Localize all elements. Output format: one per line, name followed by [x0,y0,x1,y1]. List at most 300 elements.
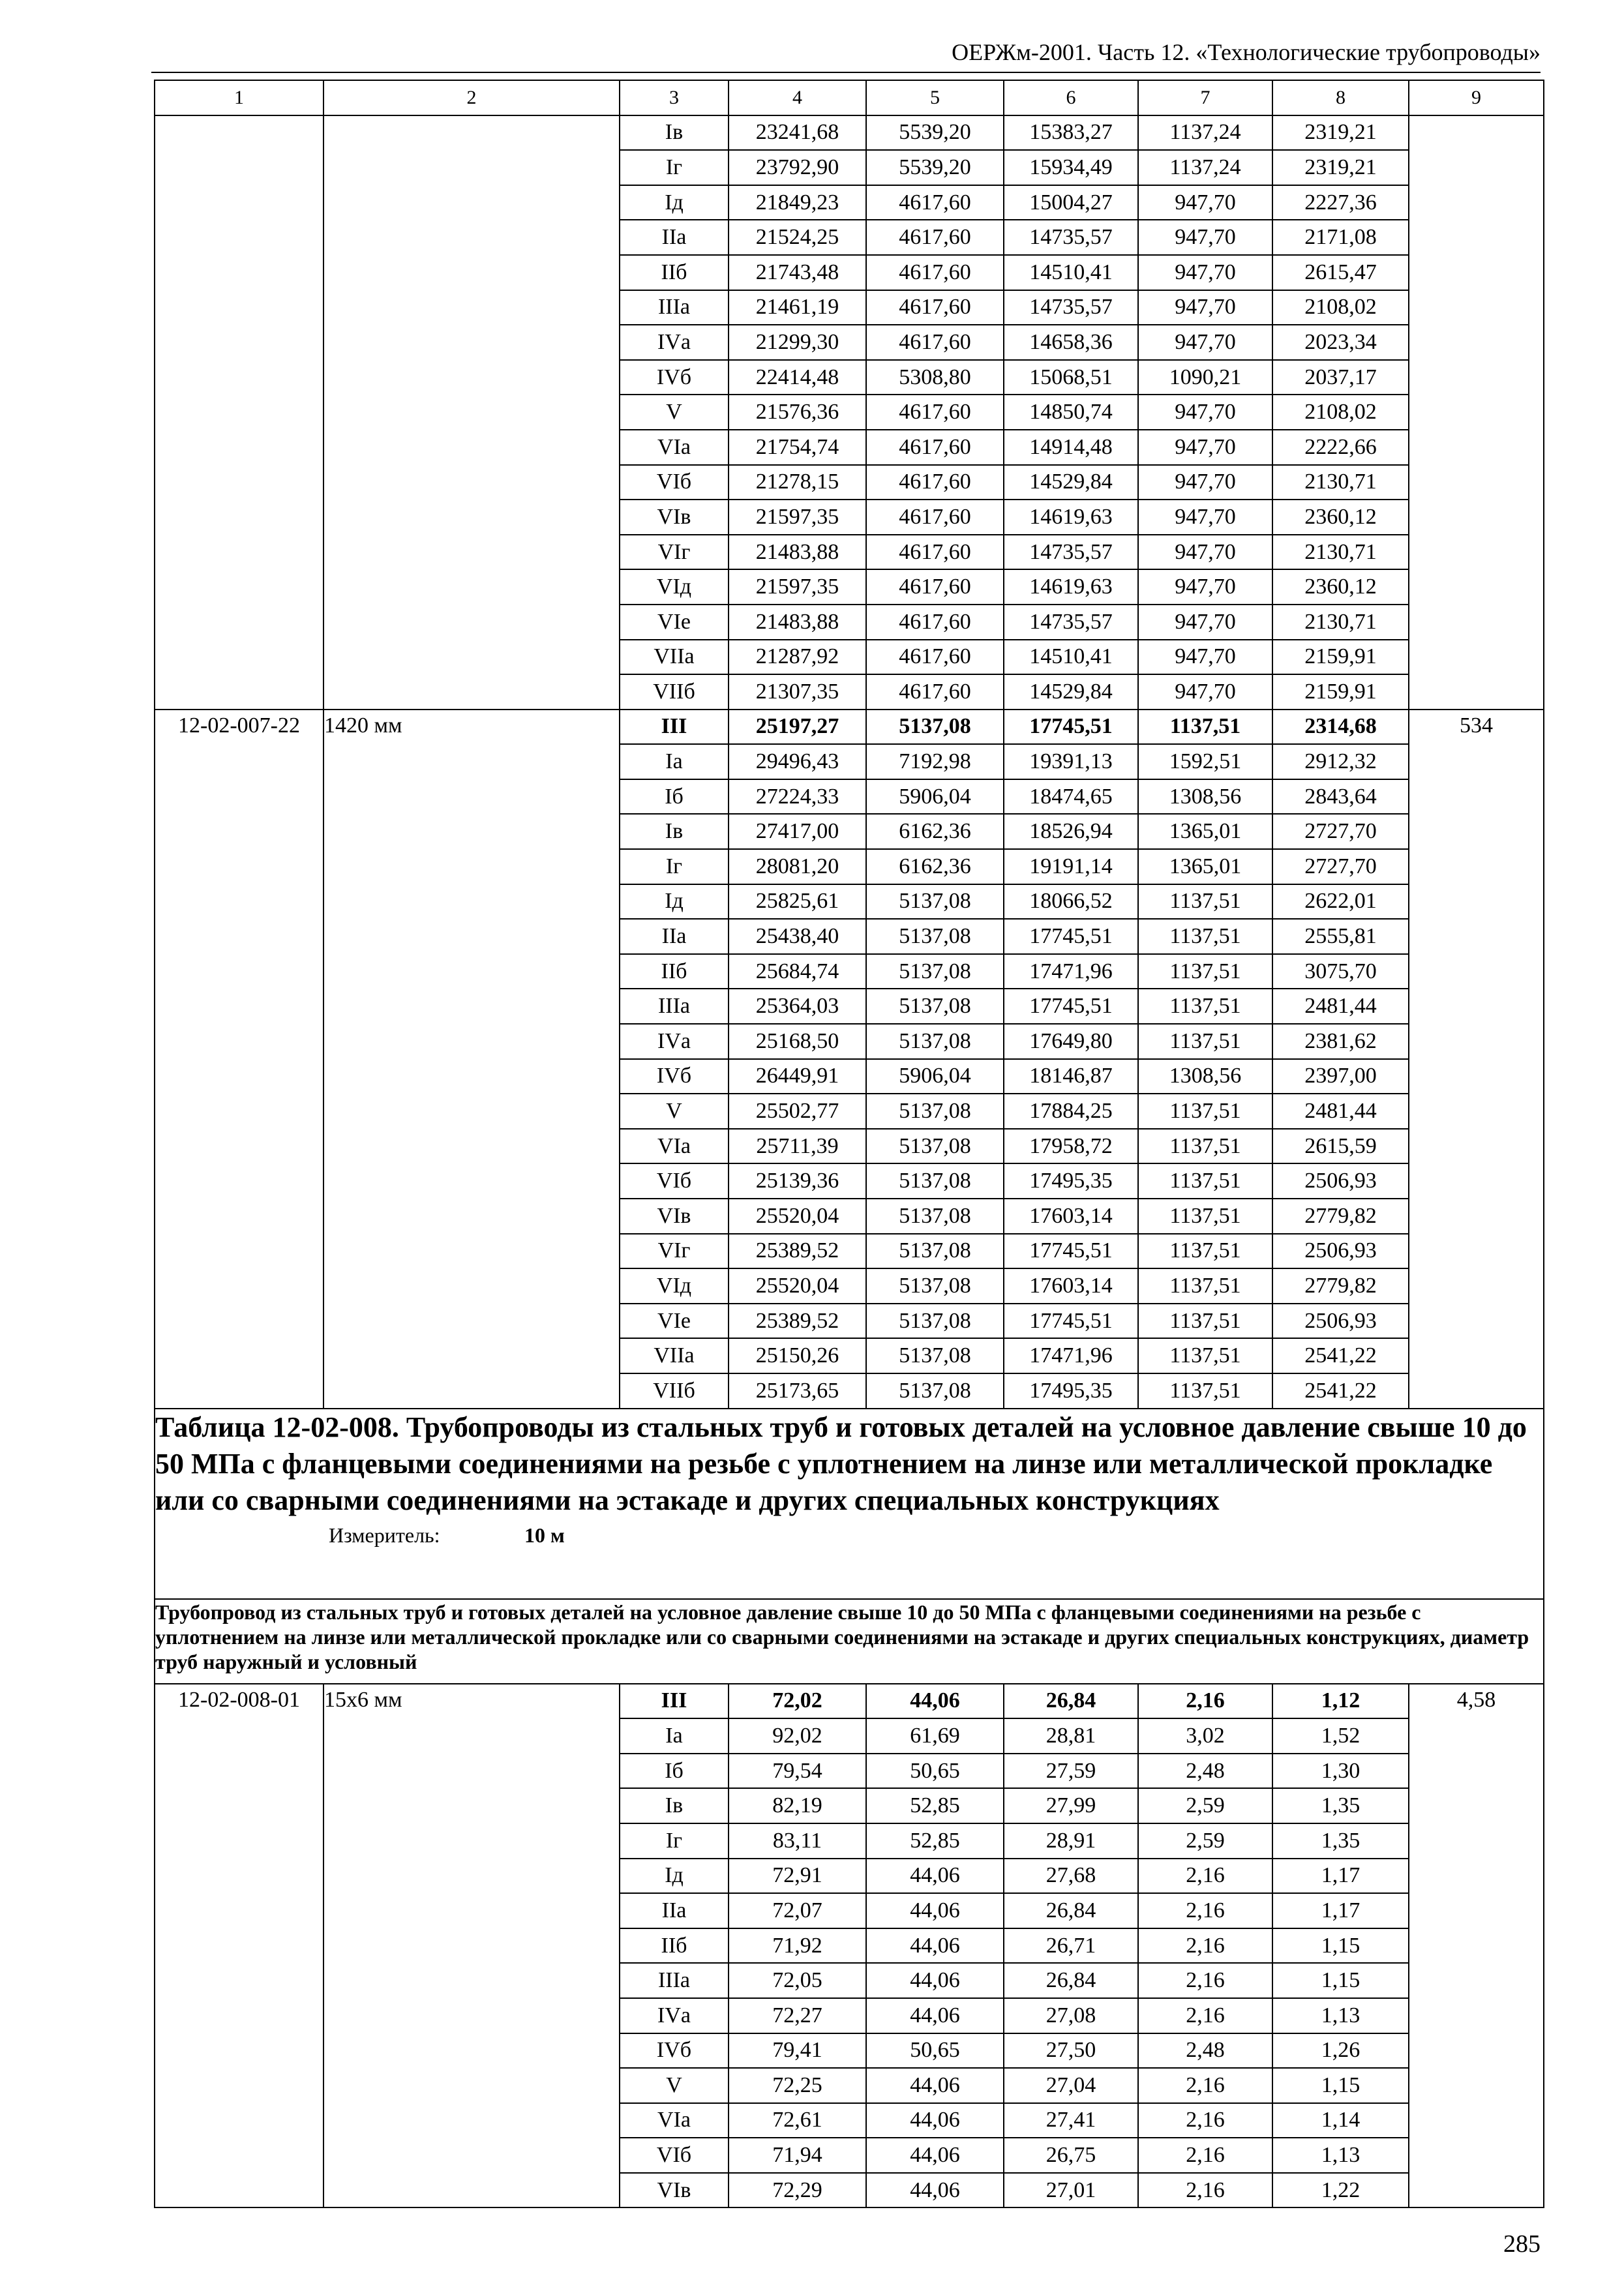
value-cell: 52,85 [866,1823,1004,1859]
table-row [155,1684,1544,1719]
resource-code-cell: VIIа [620,1338,729,1373]
value-cell: 44,06 [866,2173,1004,2208]
value-cell: 18474,65 [1004,779,1138,815]
resource-code-cell: Iа [620,744,729,779]
value-cell: 27224,33 [729,779,866,815]
value-cell: 2,48 [1138,2033,1272,2069]
value-cell: 2,16 [1138,1928,1272,1964]
value-cell: 25389,52 [729,1304,866,1339]
entry-description-cell [323,115,620,710]
resource-code-cell: VIв [620,500,729,535]
value-cell: 17884,25 [1004,1094,1138,1129]
column-number: 8 [1272,80,1409,115]
value-cell: 2,59 [1138,1788,1272,1823]
value-cell: 947,70 [1138,255,1272,290]
value-cell: 25364,03 [729,989,866,1024]
resource-code-cell: Iг [620,1823,729,1859]
value-cell: 27,01 [1004,2173,1138,2208]
value-cell: 25438,40 [729,919,866,954]
value-cell: 17958,72 [1004,1129,1138,1164]
resource-code-cell: VIа [620,1129,729,1164]
value-cell: 28,91 [1004,1823,1138,1859]
value-cell: 1,35 [1272,1823,1409,1859]
resource-code-cell: IVб [620,2033,729,2069]
value-cell: 17745,51 [1004,989,1138,1024]
value-cell: 25168,50 [729,1024,866,1059]
resource-code-cell: VIа [620,2103,729,2138]
value-cell: 1592,51 [1138,744,1272,779]
value-cell: 2779,82 [1272,1268,1409,1304]
value-cell: 2541,22 [1272,1338,1409,1373]
value-cell: 2506,93 [1272,1163,1409,1199]
value-cell: 17495,35 [1004,1373,1138,1409]
value-cell: 1,26 [1272,2033,1409,2069]
value-cell: 947,70 [1138,674,1272,710]
value-cell: 1137,51 [1138,989,1272,1024]
resource-code-cell: IVа [620,1998,729,2033]
value-cell: 72,02 [729,1684,866,1719]
value-cell: 4617,60 [866,465,1004,500]
value-cell: 1137,51 [1138,710,1272,745]
value-cell: 44,06 [866,1684,1004,1719]
entry-code-cell: 12-02-008-01 [155,1684,323,2208]
value-cell: 947,70 [1138,535,1272,570]
resource-code-cell: Iб [620,1754,729,1789]
value-cell: 2,16 [1138,2068,1272,2103]
value-cell: 2,16 [1138,1963,1272,1998]
value-cell: 5906,04 [866,1059,1004,1094]
entry-code-cell [155,115,323,710]
value-cell: 21576,36 [729,395,866,430]
value-cell: 44,06 [866,2068,1004,2103]
value-cell: 72,29 [729,2173,866,2208]
value-cell: 1,13 [1272,1998,1409,2033]
value-cell: 21597,35 [729,569,866,605]
value-cell: 2023,34 [1272,325,1409,360]
value-cell: 26,71 [1004,1928,1138,1964]
value-cell: 21278,15 [729,465,866,500]
group-heading: Трубопровод из стальных труб и готовых деталей на условное давление свыше 10 до 50 МПа с фланцевыми соединениями на резьбе с уплотнением на линзе или металлической прокладке или со сварными соединениями на эстакаде и других специальных конструкциях, диаметр труб наружный и условный [155,1599,1544,1684]
value-cell: 4617,60 [866,674,1004,710]
column-number-row [155,80,1544,115]
value-cell: 72,07 [729,1893,866,1928]
value-cell: 50,65 [866,1754,1004,1789]
value-cell: 4617,60 [866,220,1004,255]
value-cell: 5137,08 [866,1163,1004,1199]
entry-unit-cell: 534 [1409,710,1544,1409]
resource-code-cell: VIг [620,1234,729,1269]
value-cell: 71,94 [729,2138,866,2173]
value-cell: 17745,51 [1004,919,1138,954]
value-cell: 19391,13 [1004,744,1138,779]
value-cell: 14735,57 [1004,535,1138,570]
value-cell: 17603,14 [1004,1199,1138,1234]
table-row [155,115,1544,151]
value-cell: 83,11 [729,1823,866,1859]
value-cell: 2130,71 [1272,605,1409,640]
value-cell: 2108,02 [1272,395,1409,430]
value-cell: 2319,21 [1272,115,1409,151]
value-cell: 2,48 [1138,1754,1272,1789]
value-cell: 2,16 [1138,2173,1272,2208]
value-cell: 14850,74 [1004,395,1138,430]
value-cell: 6162,36 [866,849,1004,884]
value-cell: 4617,60 [866,255,1004,290]
value-cell: 2506,93 [1272,1234,1409,1269]
value-cell: 7192,98 [866,744,1004,779]
value-cell: 1,30 [1272,1754,1409,1789]
value-cell: 5137,08 [866,1304,1004,1339]
value-cell: 2227,36 [1272,185,1409,220]
measure-label: Измеритель: [329,1523,440,1547]
value-cell: 44,06 [866,1859,1004,1894]
value-cell: 2360,12 [1272,500,1409,535]
table-title: Таблица 12-02-008. Трубопроводы из стальных труб и готовых деталей на условное давление свыше 10 до 50 МПа с фланцевыми соединениями на резьбе с уплотнением на линзе или металлической прокладке или со сварными соединениями на эстакаде и других специальных конструкциях [155,1411,1527,1516]
value-cell: 14529,84 [1004,465,1138,500]
column-number: 5 [866,80,1004,115]
value-cell: 21524,25 [729,220,866,255]
value-cell: 25520,04 [729,1268,866,1304]
value-cell: 5539,20 [866,115,1004,151]
resource-code-cell: VIб [620,465,729,500]
value-cell: 1137,24 [1138,150,1272,185]
resource-code-cell: VIIб [620,674,729,710]
value-cell: 1,14 [1272,2103,1409,2138]
value-cell: 2615,47 [1272,255,1409,290]
value-cell: 79,54 [729,1754,866,1789]
resource-code-cell: V [620,395,729,430]
resource-code-cell: Iв [620,1788,729,1823]
value-cell: 2397,00 [1272,1059,1409,1094]
value-cell: 5137,08 [866,710,1004,745]
resource-code-cell: IIIа [620,989,729,1024]
value-cell: 2319,21 [1272,150,1409,185]
value-cell: 5906,04 [866,779,1004,815]
resource-code-cell: IVб [620,1059,729,1094]
resource-code-cell: IVа [620,1024,729,1059]
value-cell: 26,84 [1004,1963,1138,1998]
resource-code-cell: Iд [620,185,729,220]
group-heading-row [155,1599,1544,1684]
resource-code-cell: Iд [620,1859,729,1894]
value-cell: 5137,08 [866,884,1004,920]
value-cell: 1137,24 [1138,115,1272,151]
value-cell: 14735,57 [1004,290,1138,325]
value-cell: 17745,51 [1004,1304,1138,1339]
value-cell: 4617,60 [866,430,1004,465]
value-cell: 50,65 [866,2033,1004,2069]
table-title-row [155,1409,1544,1599]
value-cell: 2912,32 [1272,744,1409,779]
value-cell: 14510,41 [1004,255,1138,290]
value-cell: 947,70 [1138,290,1272,325]
value-cell: 947,70 [1138,220,1272,255]
entry-code-cell: 12-02-007-22 [155,710,323,1409]
value-cell: 25389,52 [729,1234,866,1269]
value-cell: 1,12 [1272,1684,1409,1719]
value-cell: 2,16 [1138,1684,1272,1719]
value-cell: 27,04 [1004,2068,1138,2103]
value-cell: 2159,91 [1272,640,1409,675]
value-cell: 2481,44 [1272,1094,1409,1129]
value-cell: 15068,51 [1004,360,1138,395]
value-cell: 1137,51 [1138,1338,1272,1373]
value-cell: 23792,90 [729,150,866,185]
resource-code-cell: Iа [620,1718,729,1754]
value-cell: 21743,48 [729,255,866,290]
value-cell: 21597,35 [729,500,866,535]
value-cell: 1,15 [1272,1928,1409,1964]
value-cell: 1,52 [1272,1718,1409,1754]
resource-code-cell: VIе [620,1304,729,1339]
value-cell: 14735,57 [1004,220,1138,255]
value-cell: 2,59 [1138,1823,1272,1859]
value-cell: 1137,51 [1138,1304,1272,1339]
column-number: 2 [323,80,620,115]
value-cell: 52,85 [866,1788,1004,1823]
value-cell: 72,25 [729,2068,866,2103]
value-cell: 25197,27 [729,710,866,745]
value-cell: 19191,14 [1004,849,1138,884]
value-cell: 5137,08 [866,1373,1004,1409]
value-cell: 5308,80 [866,360,1004,395]
value-cell: 1137,51 [1138,884,1272,920]
value-cell: 1,17 [1272,1859,1409,1894]
value-cell: 21461,19 [729,290,866,325]
value-cell: 1,17 [1272,1893,1409,1928]
resource-code-cell: IIа [620,220,729,255]
resource-code-cell: V [620,1094,729,1129]
resource-code-cell: VIд [620,569,729,605]
value-cell: 947,70 [1138,395,1272,430]
value-cell: 947,70 [1138,465,1272,500]
value-cell: 21849,23 [729,185,866,220]
resource-code-cell: VIд [620,1268,729,1304]
value-cell: 17471,96 [1004,954,1138,989]
running-header: ОЕРЖм-2001. Часть 12. «Технологические трубопроводы» [952,39,1541,65]
value-cell: 27,50 [1004,2033,1138,2069]
value-cell: 17603,14 [1004,1268,1138,1304]
entry-unit-cell: 4,58 [1409,1684,1544,2208]
value-cell: 1,13 [1272,2138,1409,2173]
value-cell: 5137,08 [866,1094,1004,1129]
value-cell: 18146,87 [1004,1059,1138,1094]
resource-code-cell: VIIб [620,1373,729,1409]
value-cell: 947,70 [1138,569,1272,605]
value-cell: 1137,51 [1138,1268,1272,1304]
value-cell: 1,15 [1272,1963,1409,1998]
value-cell: 14510,41 [1004,640,1138,675]
value-cell: 2843,64 [1272,779,1409,815]
value-cell: 2,16 [1138,2138,1272,2173]
value-cell: 947,70 [1138,185,1272,220]
value-cell: 27417,00 [729,814,866,849]
value-cell: 5539,20 [866,150,1004,185]
value-cell: 1365,01 [1138,814,1272,849]
value-cell: 25684,74 [729,954,866,989]
value-cell: 27,41 [1004,2103,1138,2138]
value-cell: 44,06 [866,1963,1004,1998]
value-cell: 947,70 [1138,430,1272,465]
value-cell: 25173,65 [729,1373,866,1409]
value-cell: 14529,84 [1004,674,1138,710]
value-cell: 2727,70 [1272,849,1409,884]
value-cell: 25520,04 [729,1199,866,1234]
resource-code-cell: IIб [620,255,729,290]
resource-code-cell: IIб [620,954,729,989]
value-cell: 26,84 [1004,1684,1138,1719]
value-cell: 1308,56 [1138,779,1272,815]
value-cell: 5137,08 [866,1199,1004,1234]
column-number: 6 [1004,80,1138,115]
value-cell: 27,08 [1004,1998,1138,2033]
entry-description-cell: 15х6 мм [323,1684,620,2208]
resource-code-cell: IVа [620,325,729,360]
value-cell: 4617,60 [866,605,1004,640]
resource-code-cell: IIа [620,1893,729,1928]
resource-code-cell: Iг [620,150,729,185]
value-cell: 4617,60 [866,185,1004,220]
resource-code-cell: Iв [620,115,729,151]
resource-code-cell: IIIа [620,1963,729,1998]
value-cell: 71,92 [729,1928,866,1964]
resource-code-cell: V [620,2068,729,2103]
value-cell: 21287,92 [729,640,866,675]
value-cell: 947,70 [1138,640,1272,675]
value-cell: 15383,27 [1004,115,1138,151]
value-cell: 22414,48 [729,360,866,395]
column-number: 9 [1409,80,1544,115]
value-cell: 1137,51 [1138,919,1272,954]
value-cell: 61,69 [866,1718,1004,1754]
resource-code-cell: III [620,710,729,745]
column-number: 1 [155,80,323,115]
column-number: 7 [1138,80,1272,115]
value-cell: 15934,49 [1004,150,1138,185]
value-cell: 21299,30 [729,325,866,360]
value-cell: 2,16 [1138,1893,1272,1928]
value-cell: 25502,77 [729,1094,866,1129]
value-cell: 4617,60 [866,535,1004,570]
value-cell: 26449,91 [729,1059,866,1094]
resource-code-cell: VIб [620,1163,729,1199]
value-cell: 2222,66 [1272,430,1409,465]
value-cell: 18066,52 [1004,884,1138,920]
value-cell: 2541,22 [1272,1373,1409,1409]
value-cell: 14619,63 [1004,569,1138,605]
resource-code-cell: VIг [620,535,729,570]
value-cell: 1137,51 [1138,1199,1272,1234]
value-cell: 5137,08 [866,1338,1004,1373]
value-cell: 2727,70 [1272,814,1409,849]
value-cell: 5137,08 [866,1129,1004,1164]
value-cell: 2159,91 [1272,674,1409,710]
entry-unit-cell [1409,115,1544,710]
value-cell: 27,99 [1004,1788,1138,1823]
value-cell: 2,16 [1138,1998,1272,2033]
value-cell: 5137,08 [866,919,1004,954]
value-cell: 5137,08 [866,954,1004,989]
table-title-cell [155,1409,1544,1599]
rates-table-body [155,80,1544,2207]
value-cell: 17745,51 [1004,1234,1138,1269]
value-cell: 2130,71 [1272,465,1409,500]
value-cell: 2555,81 [1272,919,1409,954]
resource-code-cell: III [620,1684,729,1719]
value-cell: 4617,60 [866,640,1004,675]
resource-code-cell: Iд [620,884,729,920]
value-cell: 25150,26 [729,1338,866,1373]
value-cell: 2381,62 [1272,1024,1409,1059]
value-cell: 21483,88 [729,535,866,570]
value-cell: 14619,63 [1004,500,1138,535]
value-cell: 5137,08 [866,1268,1004,1304]
value-cell: 14658,36 [1004,325,1138,360]
value-cell: 44,06 [866,2103,1004,2138]
value-cell: 4617,60 [866,395,1004,430]
value-cell: 947,70 [1138,325,1272,360]
value-cell: 26,75 [1004,2138,1138,2173]
value-cell: 1137,51 [1138,1373,1272,1409]
value-cell: 27,68 [1004,1859,1138,1894]
value-cell: 2,16 [1138,2103,1272,2138]
value-cell: 2108,02 [1272,290,1409,325]
value-cell: 72,05 [729,1963,866,1998]
value-cell: 29496,43 [729,744,866,779]
value-cell: 4617,60 [866,500,1004,535]
value-cell: 4617,60 [866,569,1004,605]
value-cell: 25825,61 [729,884,866,920]
resource-code-cell: IIа [620,919,729,954]
value-cell: 44,06 [866,1928,1004,1964]
value-cell: 1137,51 [1138,1129,1272,1164]
value-cell: 15004,27 [1004,185,1138,220]
value-cell: 2481,44 [1272,989,1409,1024]
value-cell: 1090,21 [1138,360,1272,395]
value-cell: 28,81 [1004,1718,1138,1754]
value-cell: 79,41 [729,2033,866,2069]
value-cell: 5137,08 [866,1234,1004,1269]
value-cell: 44,06 [866,1998,1004,2033]
value-cell: 2506,93 [1272,1304,1409,1339]
value-cell: 3075,70 [1272,954,1409,989]
value-cell: 17495,35 [1004,1163,1138,1199]
value-cell: 21754,74 [729,430,866,465]
rates-table [154,80,1544,2208]
resource-code-cell: Iг [620,849,729,884]
value-cell: 25139,36 [729,1163,866,1199]
value-cell: 18526,94 [1004,814,1138,849]
value-cell: 14735,57 [1004,605,1138,640]
value-cell: 17649,80 [1004,1024,1138,1059]
value-cell: 947,70 [1138,605,1272,640]
value-cell: 1,22 [1272,2173,1409,2208]
value-cell: 2314,68 [1272,710,1409,745]
value-cell: 1308,56 [1138,1059,1272,1094]
value-cell: 3,02 [1138,1718,1272,1754]
measure-value: 10 м [524,1523,565,1547]
value-cell: 5137,08 [866,1024,1004,1059]
value-cell: 2037,17 [1272,360,1409,395]
resource-code-cell: Iб [620,779,729,815]
resource-code-cell: VIа [620,430,729,465]
value-cell: 1,35 [1272,1788,1409,1823]
page-number: 285 [1503,2230,1541,2258]
value-cell: 25711,39 [729,1129,866,1164]
value-cell: 1137,51 [1138,1163,1272,1199]
value-cell: 72,27 [729,1998,866,2033]
value-cell: 92,02 [729,1718,866,1754]
